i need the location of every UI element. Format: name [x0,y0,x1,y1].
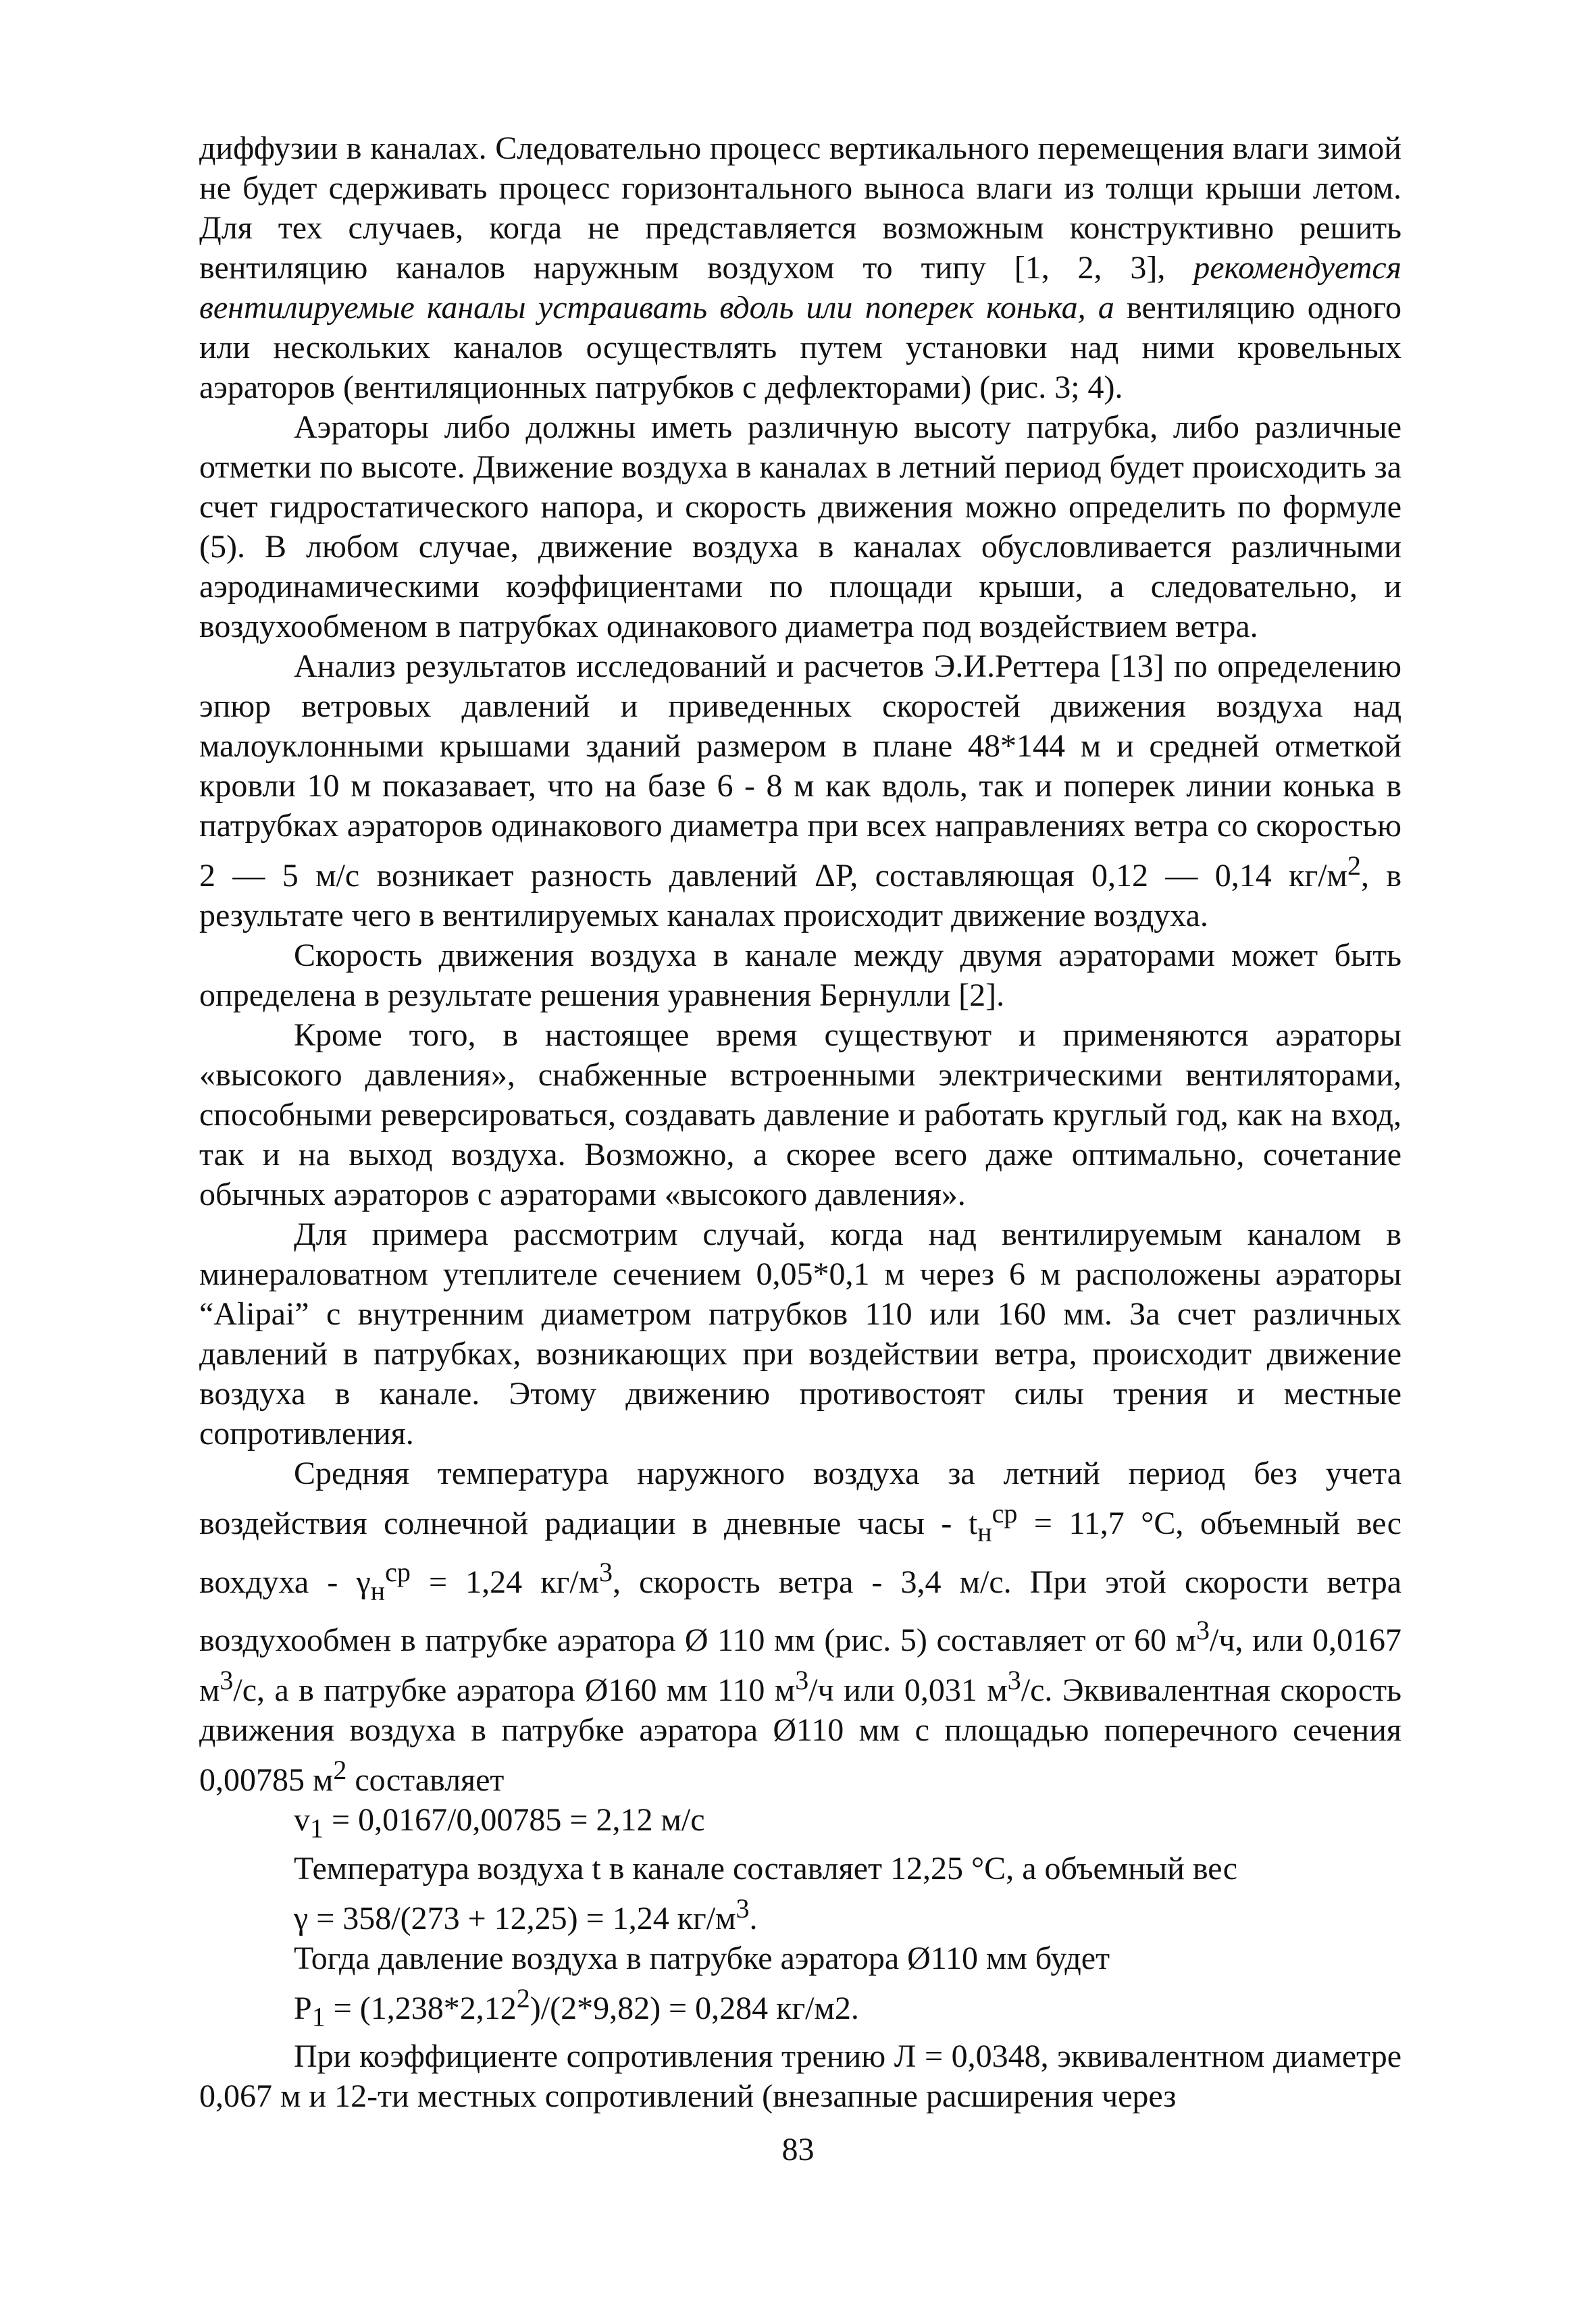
paragraph-8: При коэффициенте сопротивления трению Л = 0,0348, эквивалентном диаметре 0,067 м и 12-ти местных сопротивлений (внезапные расширения через [199,2038,1401,2115]
formula-velocity: $v_1 = 0,0167/0,00785 = 2,12$ м/с [294,1802,705,1844]
line-temperature: Температура воздуха t в канале составляет 12,25 °С, а объемный вес [294,1850,1238,1886]
italic-recommendation: рекомендуется вентилируемые каналы устраивать вдоль или поперек конька, а [199,250,1401,326]
line-pressure-intro: Тогда давление воздуха в патрубке аэратора Ø110 мм будет [294,1940,1110,1976]
page-body [199,128,1401,2116]
paragraph-6: Для примера рассмотрим случай, когда над вентилируемым каналом в минераловатном утеплителе сечением 0,05*0,1 м через 6 м расположены аэраторы “Alipai” с внутренним диаметром патрубков 110 или 160 мм. За счет различных давлений в патрубках, возникающих при воздействии ветра, происходит движение воздуха в канале. Этому движению противостоят силы трения и местные сопротивления. [199,1216,1401,1451]
paragraph-1: диффузии в каналах. Следовательно процесс вертикального перемещения влаги зимой не будет сдерживать процесс горизонтального выноса влаги из толщи крыши летом. Для тех случаев, когда не представляется возможным конструктивно решить вентиляцию каналов наружным воздухом то типу [1, 2, 3], рекомендуется вентилируемые каналы устраивать вдоль или поперек конька, а вентиляцию одного или нескольких каналов осуществлять путем установки над ними кровельных аэраторов (вентиляционных патрубков с дефлекторами) (рис. 3; 4). [199,130,1401,405]
paragraph-7: Средняя температура наружного воздуха за летний период без учета воздействия солнечной радиации в дневные часы - $t_н^{ср} = 11,7$ °С, объемный вес вохдуха - $\gamma_н^{ср} = 1,24$ $кг/м^3$, скорость ветра - 3,4 м/с. При этой скорости ветра воздухообмен в патрубке аэратора Ø 110 мм (рис. 5) составляет от 60 $м^3/ч$, или 0,0167 $м^3/с$, а в патрубке аэратора Ø160 мм 110 $м^3/ч$ или 0,031 $м^3/с$. Эквивалентная скорость движения воздуха в патрубке аэратора Ø110 мм с площадью поперечного сечения 0,00785 $м^2$ составляет [199,1456,1402,1799]
paragraph-2: Аэраторы либо должны иметь различную высоту патрубка, либо различные отметки по высоте. Движение воздуха в каналах в летний период будет происходить за счет гидростатического напора, и скорость движения можно определить по формуле (5). В любом случае, движение воздуха в каналах обусловливается различными аэродинамическими коэффициентами по площади крыши, а следовательно, и воздухообменом в патрубках одинакового диаметра под воздействием ветра. [199,409,1401,644]
formula-density: γ = 358/(273 + 12,25) = 1,24 $кг/м^3$. [294,1893,758,1936]
page-number: 83 [781,2132,815,2167]
paragraph-3: Анализ результатов исследований и расчетов Э.И.Реттера [13] по определению эпюр ветровых давлений и приведенных скоростей движения воздуха над малоуклонными крышами зданий размером в плане 48*144 м и средней отметкой кровли 10 м показавает, что на базе 6 - 8 м как вдоль, так и поперек линии конька в патрубках аэраторов одинакового диаметра при всех направлениях ветра со скоростью 2 — 5 м/с возникает разность давлений ΔP, составляющая 0,12 — 0,14 $кг/м^2$, в результате чего в вентилируемых каналах происходит движение воздуха. [199,648,1401,933]
paragraph-5: Кроме того, в настоящее время существуют и применяются аэраторы «высокого давления», снабженные встроенными электрическими вентиляторами, способными реверсироваться, создавать давление и работать круглый год, как на вход, так и на выход воздуха. Возможно, а скорее всего даже оптимально, сочетание обычных аэраторов с аэраторами «высокого давления». [199,1017,1401,1212]
paragraph-4: Скорость движения воздуха в канале между двумя аэраторами может быть определена в результате решения уравнения Бернулли [2]. [199,937,1401,1013]
formula-pressure: $P_1 = (1,238*2,12^2)/(2*9,82) = 0,284$ кг/м2. [294,1982,859,2032]
